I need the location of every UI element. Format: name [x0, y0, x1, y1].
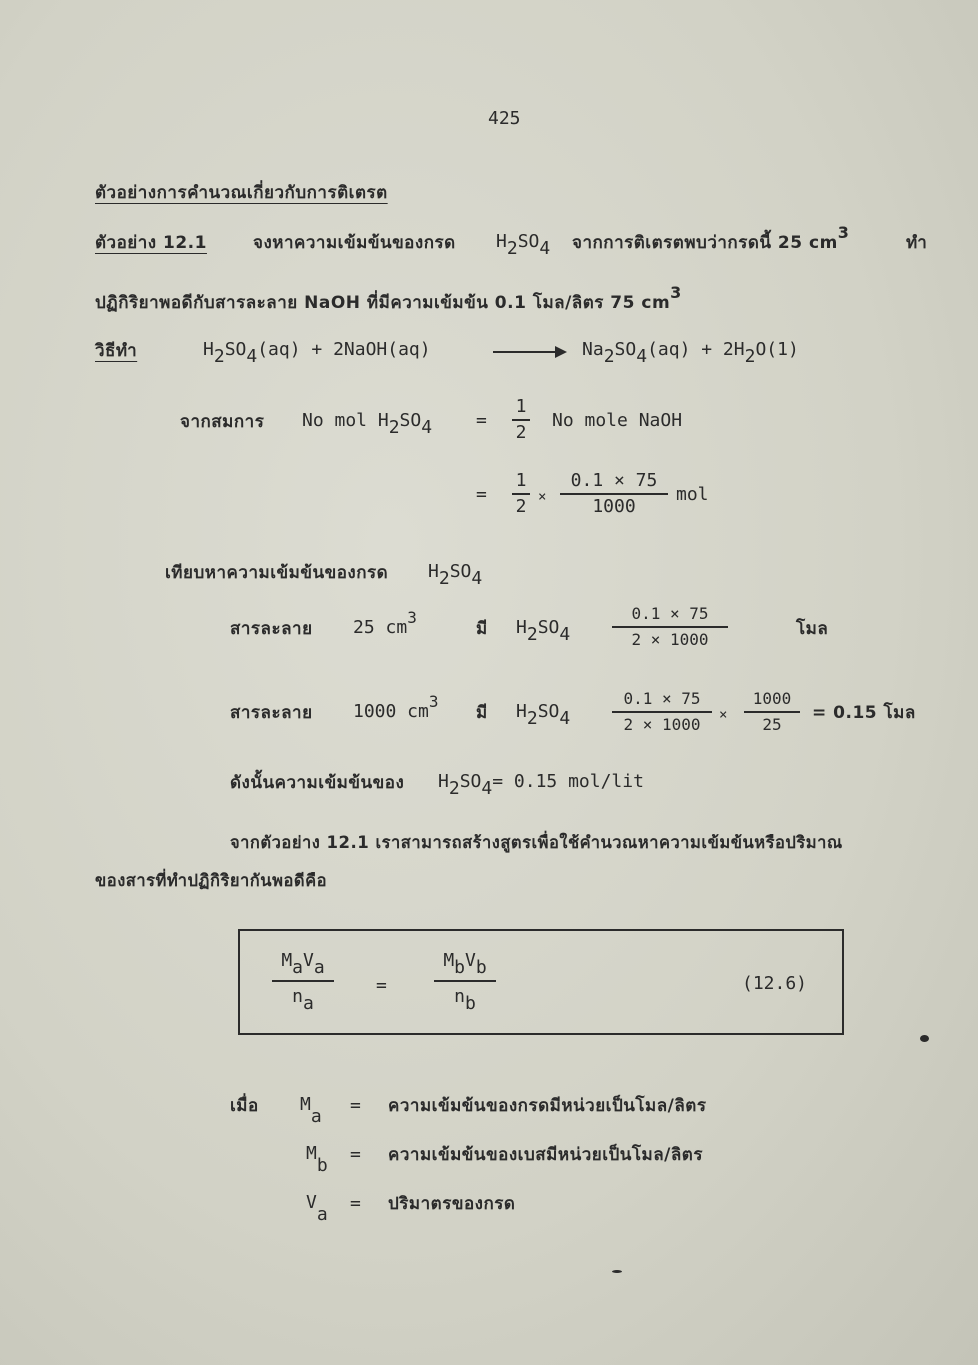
- def-sym-3: V: [306, 1192, 317, 1213]
- row1-volume-text: 25 cm: [353, 617, 408, 638]
- equation-prefix: จากสมการ: [180, 412, 265, 432]
- row1-label: สารละลาย: [230, 619, 313, 639]
- definition-eq-3: =: [350, 1193, 361, 1214]
- def-sym-1: M: [300, 1094, 311, 1115]
- equation-left-text: No mol H: [302, 410, 389, 431]
- formula-right-num: $M_bV_b$: [443, 950, 487, 978]
- row1-formula: $H_2SO_4$: [516, 617, 571, 645]
- fraction-b2-den: 1000: [592, 496, 636, 517]
- equation-b-equals: =: [476, 484, 487, 505]
- row2-num: 0.1 × 75: [623, 689, 701, 708]
- arrow-head-icon: [555, 346, 567, 358]
- definition-desc-3: ปริมาตรของกรด: [388, 1194, 516, 1214]
- example-question-rest: จากการติเตรตพบว่ากรดนี้ 25 $cm^3$: [572, 223, 850, 253]
- row2-den2: 25: [762, 715, 782, 734]
- definition-symbol-ma: [300, 1094, 322, 1127]
- equation-b-unit: mol: [676, 484, 709, 505]
- row2-volume-text: 1000 cm: [353, 701, 429, 722]
- reaction-arrow: [493, 351, 555, 353]
- definition-eq-2: =: [350, 1144, 361, 1165]
- definitions-where: เมื่อ: [230, 1096, 259, 1116]
- row1-unit: โมล: [796, 619, 829, 639]
- def-sub-2: b: [316, 1155, 328, 1176]
- fraction-half-b: [512, 470, 530, 518]
- row1-fraction: [612, 603, 728, 651]
- compare-formula: $H_2SO_4$: [428, 561, 483, 589]
- h2so4-formula: $H_2SO_4$: [496, 231, 551, 259]
- formula-left-num: $M_aV_a$: [281, 950, 325, 978]
- reaction-products-rest1: (aq) + 2H: [647, 339, 745, 360]
- fraction-concentration: [560, 470, 668, 518]
- conclusion-formula: $H_2SO_4= 0.15$ mol/lit: [438, 771, 644, 799]
- row2-volume: 1000 $cm^3$: [353, 692, 439, 722]
- ink-spot: [920, 1035, 929, 1042]
- ink-mark: [612, 1270, 622, 1273]
- equation-left: No mol $H_2SO_4$: [302, 410, 433, 438]
- reaction-products-rest2: O(1): [755, 339, 799, 360]
- reaction-reactants-rest: (aq) + 2NaOH(aq): [257, 339, 431, 360]
- fraction-b1-num: 1: [515, 470, 527, 491]
- definition-eq-1: =: [350, 1095, 361, 1116]
- formula-left-fraction: [272, 950, 334, 1014]
- row2-den: 2 × 1000: [623, 715, 701, 734]
- example-question-end: ทำ: [906, 233, 928, 253]
- def-sub-3: a: [316, 1204, 328, 1225]
- compare-text: เทียบหาความเข้มข้นของกรด: [165, 563, 389, 583]
- reaction-reactants: $H_2SO_4(aq)$ + 2NaOH(aq): [203, 339, 431, 367]
- section-heading: ตัวอย่างการคำนวณเกี่ยวกับการติเตรต: [95, 183, 388, 203]
- example-question-line2-text: ปฏิกิริยาพอดีกับสารละลาย NaOH ที่มีความเข้มข้น 0.1 โมล/ลิตร 75 cm: [95, 293, 671, 313]
- fraction-num: 1: [515, 396, 527, 417]
- row1-volume: 25 $cm^3$: [353, 608, 417, 638]
- row2-fraction: [612, 688, 712, 736]
- row1-den: 2 × 1000: [631, 630, 709, 649]
- formula-right-fraction: [434, 950, 496, 1014]
- row2-formula: $H_2SO_4$: [516, 701, 571, 729]
- row2-times: ×: [719, 707, 728, 723]
- row1-has: มี: [476, 619, 488, 639]
- definition-desc-1: ความเข้มข้นของกรดมีหน่วยเป็นโมล/ลิตร: [388, 1096, 707, 1116]
- formula-equals: =: [376, 975, 387, 996]
- row2-num2: 1000: [752, 689, 792, 708]
- times-sign: ×: [538, 489, 547, 505]
- formula-left-den: $n_a$: [292, 986, 314, 1014]
- example-label: ตัวอย่าง 12.1: [95, 233, 207, 253]
- solution-label: วิธีทำ: [95, 341, 138, 361]
- formula-right-den: $n_b$: [454, 986, 476, 1014]
- def-sub-1: a: [310, 1106, 322, 1127]
- paragraph-line1: จากตัวอย่าง 12.1 เราสามารถสร้างสูตรเพื่อใช้คำนวณหาความเข้มข้นหรือปริมาณ: [230, 833, 843, 852]
- example-question-line2: ปฏิกิริยาพอดีกับสารละลาย NaOH ที่มีความเข้มข้น 0.1 โมล/ลิตร 75 $cm^3$: [95, 283, 682, 313]
- equation-right: No mole NaOH: [552, 410, 683, 431]
- row2-fraction2: [744, 688, 800, 736]
- equation-number: (12.6): [742, 973, 808, 994]
- row2-result: = 0.15 โมล: [812, 703, 916, 723]
- example-question-rest-text: จากการติเตรตพบว่ากรดนี้ 25 cm: [572, 233, 838, 253]
- row2-label: สารละลาย: [230, 703, 313, 723]
- fraction-half: [512, 396, 530, 444]
- reaction-products: $Na_2SO_4(aq) + 2H_2O(1)$: [582, 339, 799, 367]
- definition-symbol-mb: [306, 1143, 328, 1176]
- conclusion-result: = 0.15 mol/lit: [492, 771, 644, 792]
- definition-symbol-va: [306, 1192, 328, 1225]
- equation-equals: =: [476, 410, 487, 431]
- definition-desc-2: ความเข้มข้นของเบสมีหน่วยเป็นโมล/ลิตร: [388, 1145, 703, 1165]
- paragraph-line2: ของสารที่ทำปฏิกิริยากันพอดีคือ: [95, 871, 328, 890]
- row1-num: 0.1 × 75: [631, 604, 709, 623]
- row2-has: มี: [476, 703, 488, 723]
- conclusion-text: ดังนั้นความเข้มข้นของ: [230, 773, 405, 793]
- example-question-text: จงหาความเข้มข้นของกรด: [253, 233, 456, 253]
- fraction-b1-den: 2: [515, 496, 527, 517]
- fraction-den: 2: [515, 422, 527, 443]
- def-sym-2: M: [306, 1143, 317, 1164]
- page-number: 425: [488, 108, 521, 129]
- fraction-b2-num: 0.1 × 75: [570, 470, 658, 491]
